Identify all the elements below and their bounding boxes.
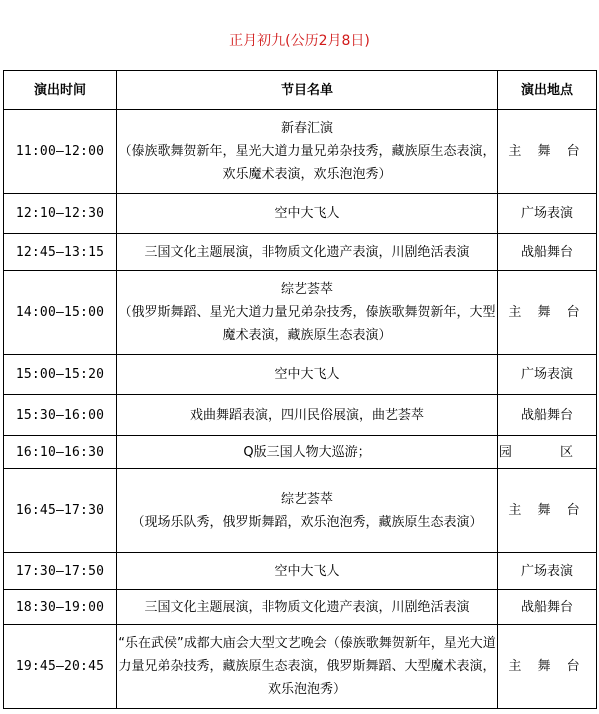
program-title: 新春汇演 <box>280 121 333 136</box>
program-detail: （现场乐队秀，俄罗斯舞蹈，欢乐泡泡秀，藏族原生态表演） <box>131 514 483 530</box>
table-row <box>4 469 597 553</box>
row-program <box>117 625 498 709</box>
page-title: 正月初九(公历2月8日) <box>229 33 370 49</box>
program-detail: （傣族歌舞贺新年，星光大道力量兄弟杂技秀，藏族原生态表演，欢乐魔术表演，欢乐泡泡秀） <box>118 144 496 182</box>
program-title: 三国文化主题展演，非物质文化遗产表演，川剧绝活表演 <box>144 599 470 615</box>
row-program <box>117 234 498 271</box>
table-row <box>4 395 597 436</box>
program-detail: “乐在武侯”成都大庙会大型文艺晚会（傣族歌舞贺新年，星光大道力量兄弟杂技秀，藏族原生态表演，俄罗斯舞蹈、大型魔术表演，欢乐泡泡秀） <box>118 636 496 697</box>
row-place: 主 舞 台 <box>498 469 597 553</box>
row-time: 19:45—20:45 <box>4 625 117 709</box>
row-program <box>117 194 498 234</box>
table-row <box>4 110 597 194</box>
program-title: 空中大飞人 <box>274 206 340 221</box>
program-title: Q版三国人物大巡游； <box>243 444 371 460</box>
program-title: 戏曲舞蹈表演，四川民俗展演，曲艺荟萃 <box>189 407 424 423</box>
row-place: 广场表演 <box>498 194 597 234</box>
schedule-table <box>3 70 597 709</box>
table-row <box>4 553 597 590</box>
row-time: 14:00—15:00 <box>4 271 117 355</box>
row-program <box>117 469 498 553</box>
row-place: 广场表演 <box>498 355 597 395</box>
header-place: 演出地点 <box>498 71 597 110</box>
row-time: 16:10—16:30 <box>4 436 117 469</box>
program-title: 综艺荟萃 <box>280 491 333 507</box>
row-time: 12:10—12:30 <box>4 194 117 234</box>
program-title: 空中大飞人 <box>274 563 340 579</box>
program-title: 空中大飞人 <box>274 367 340 382</box>
table-row <box>4 355 597 395</box>
row-program <box>117 553 498 590</box>
table-row <box>4 590 597 625</box>
row-time: 18:30—19:00 <box>4 590 117 625</box>
row-program <box>117 271 498 355</box>
program-detail: （俄罗斯舞蹈、星光大道力量兄弟杂技秀，傣族歌舞贺新年，大型魔术表演，藏族原生态表演） <box>118 305 496 343</box>
program-title: 三国文化主题展演，非物质文化遗产表演，川剧绝活表演 <box>144 244 470 260</box>
row-time: 15:00—15:20 <box>4 355 117 395</box>
row-program <box>117 395 498 436</box>
table-row <box>4 436 597 469</box>
row-time: 15:30—16:00 <box>4 395 117 436</box>
program-title: 综艺荟萃 <box>280 282 333 297</box>
table-row <box>4 625 597 709</box>
row-place: 战船舞台 <box>498 590 597 625</box>
row-place: 主 舞 台 <box>498 271 597 355</box>
row-place: 战船舞台 <box>498 395 597 436</box>
row-time: 17:30—17:50 <box>4 553 117 590</box>
table-row <box>4 194 597 234</box>
row-place: 园 区 <box>498 436 597 469</box>
row-time: 11:00—12:00 <box>4 110 117 194</box>
header-program: 节目名单 <box>117 71 498 110</box>
row-place: 主 舞 台 <box>498 110 597 194</box>
row-time: 16:45—17:30 <box>4 469 117 553</box>
row-place: 主 舞 台 <box>498 625 597 709</box>
header-row <box>4 71 597 110</box>
row-place: 战船舞台 <box>498 234 597 271</box>
row-time: 12:45—13:15 <box>4 234 117 271</box>
row-program <box>117 110 498 194</box>
row-program <box>117 355 498 395</box>
header-time: 演出时间 <box>4 71 117 110</box>
table-row <box>4 271 597 355</box>
row-program <box>117 436 498 469</box>
row-program <box>117 590 498 625</box>
table-row <box>4 234 597 271</box>
row-place: 广场表演 <box>498 553 597 590</box>
